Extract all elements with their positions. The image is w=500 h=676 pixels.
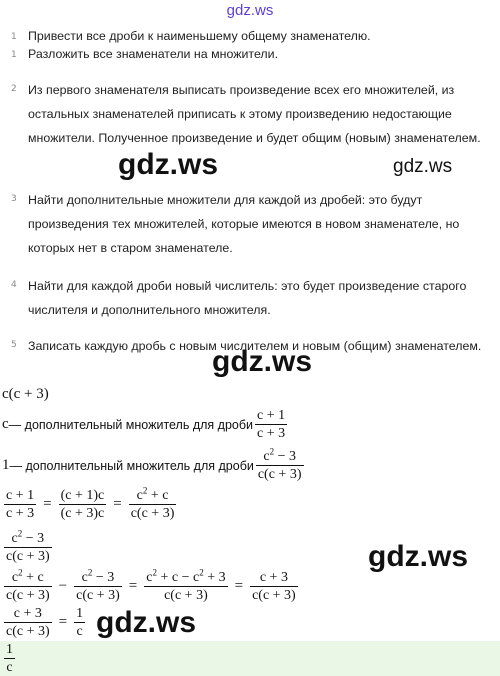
equals-sign: = — [43, 496, 52, 512]
step-text: Разложить все знаменатели на множители. — [28, 47, 279, 61]
equals-sign: = — [234, 578, 244, 594]
multiplier-value: c — [2, 416, 9, 432]
fraction: $\frac{c^2 - 3}{c(c + 3)}$ — [76, 567, 120, 603]
fraction: $\frac{c + 3}{c(c + 3)}$ — [6, 606, 50, 639]
fraction: $\frac{1}{c}$ — [6, 642, 13, 675]
fraction: $\frac{1}{c}$ — [76, 606, 84, 639]
fraction: $\frac{c^2 - 3}{c(c + 3)}$ — [257, 446, 302, 482]
extra-multiplier-2 — [2, 448, 306, 483]
multiplier-caption: — дополнительный множитель для дроби — [8, 417, 254, 432]
fraction: $\frac{c + 1}{c + 3}$ — [257, 408, 286, 441]
equation-1 — [2, 487, 178, 522]
watermark: gdz.ws — [118, 148, 219, 181]
step-text: Найти дополнительные множители для каждой из дробей: это будут произведения тех множителей, которые имеются в новом знаменателе, но которых нет в старом знаменателе. — [28, 193, 460, 255]
watermark: gdz.ws — [96, 606, 197, 639]
step-text: Привести все дроби к наименьшему общему знаменателю. — [28, 30, 371, 43]
fraction: $\frac{(c + 1)c}{(c + 3)c}$ — [60, 488, 105, 521]
equation-3 — [2, 605, 87, 640]
fraction: $\frac{c^2 - 3}{c(c + 3)}$ — [6, 528, 50, 564]
multiplier-value: 1 — [2, 457, 10, 473]
watermark: gdz.ws — [212, 345, 313, 378]
step-text: Из первого знаменателя выписать произведение всех его множителей, из остальных знаменателей приписать к этому произведению недостающие множители. Полученное произведение и будет общим (новым) знаменателем. — [28, 83, 481, 145]
fraction: $\frac{c^2 + c}{c(c + 3)}$ — [6, 567, 50, 603]
common-denominator: c(c + 3) — [2, 386, 49, 402]
extra-multiplier-1 — [2, 407, 289, 442]
second-fraction — [2, 530, 54, 565]
final-answer — [2, 641, 17, 676]
minus-sign: − — [58, 578, 68, 594]
fraction: $\frac{c + 1}{c + 3}$ — [6, 488, 35, 521]
step-number: 1 — [11, 50, 17, 60]
equals-sign: = — [58, 614, 68, 630]
step-number: 4 — [11, 280, 17, 290]
step-text: Найти для каждой дроби новый числитель: это будет произведение старого числителя и дополнительного множителя. — [28, 279, 467, 317]
step-number: 5 — [11, 340, 17, 350]
top-watermark: gdz.ws — [226, 2, 274, 19]
step-number: 2 — [11, 84, 17, 94]
fraction: $\frac{c^2 + c}{c(c + 3)}$ — [130, 485, 175, 521]
equals-sign: = — [128, 578, 138, 594]
fraction: $\frac{c^2 + c - c^2 + 3}{c(c + 3)}$ — [146, 567, 226, 603]
step-text: Записать каждую дробь с новым числителем и новым (общим) знаменателем. — [28, 339, 482, 353]
step-number: 3 — [11, 194, 17, 204]
multiplier-caption: — дополнительный множитель для дроби — [9, 458, 254, 473]
equation-2 — [2, 569, 300, 604]
step-number: 1 — [11, 32, 17, 42]
answer-panel — [0, 641, 500, 676]
equals-sign: = — [113, 496, 122, 512]
watermark: gdz.ws — [368, 540, 469, 573]
fraction: $\frac{c + 3}{c(c + 3)}$ — [252, 570, 296, 603]
watermark: gdz.ws — [393, 156, 453, 177]
